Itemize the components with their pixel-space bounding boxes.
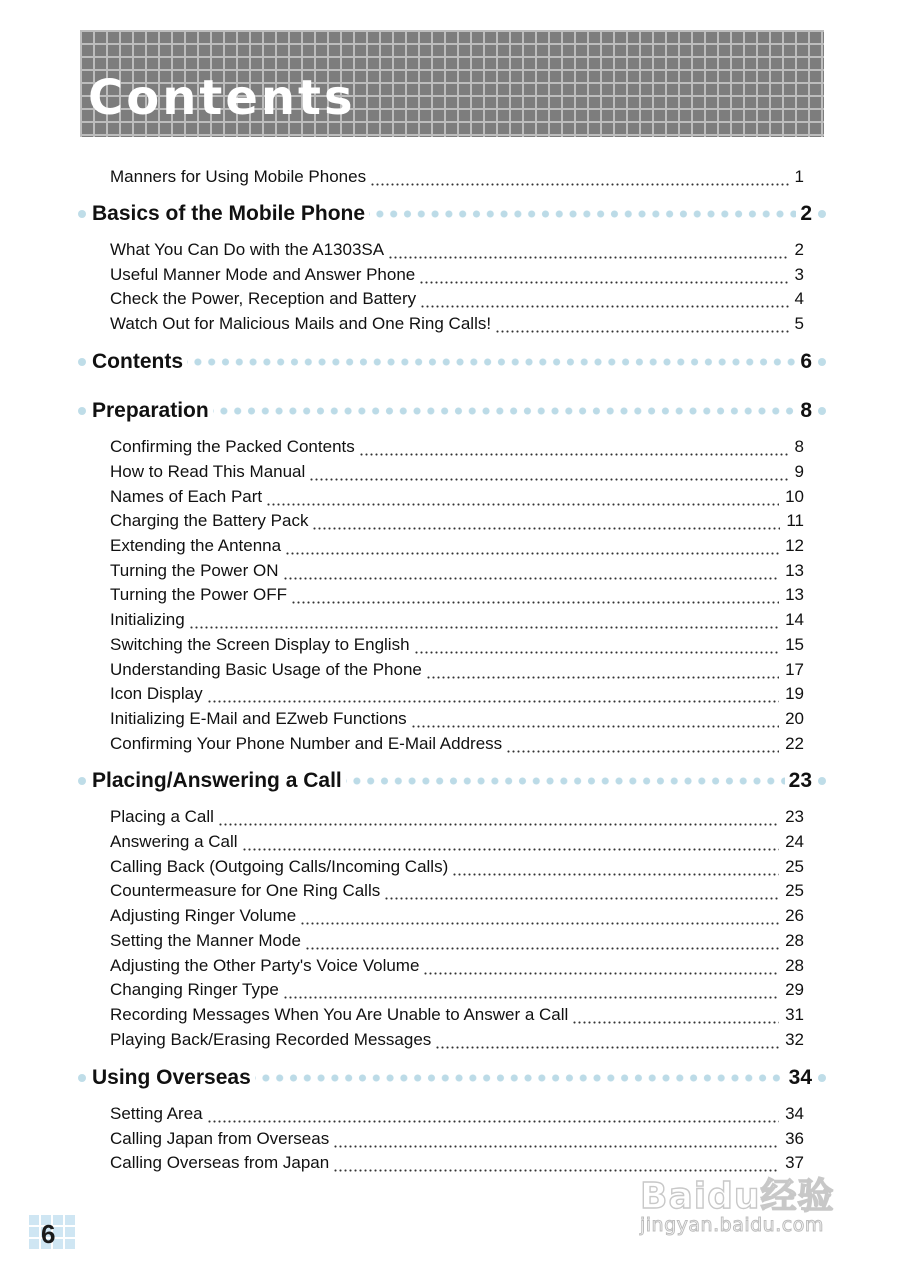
toc-entry-label: Names of Each Part <box>110 487 263 506</box>
toc-entry[interactable] <box>110 584 804 606</box>
toc-entry-page: 19 <box>785 684 804 703</box>
toc-entry-page: 4 <box>794 289 804 308</box>
dot-leader <box>384 880 779 902</box>
toc-entry-page: 14 <box>785 610 804 629</box>
dot-leader <box>207 1103 779 1125</box>
toc-entry[interactable] <box>110 609 804 631</box>
dot-leader <box>291 584 779 606</box>
bullet-dot-icon <box>78 210 86 218</box>
dot-leader <box>218 806 779 828</box>
dot-leader <box>242 831 780 853</box>
page-number-badge <box>27 1213 76 1251</box>
toc-entry-label: Watch Out for Malicious Mails and One Ring Calls! <box>110 314 492 333</box>
toc-entry-page: 32 <box>785 1030 804 1049</box>
toc-section-heading[interactable] <box>78 1064 826 1092</box>
toc-section-heading[interactable] <box>78 397 826 425</box>
bullet-dot-icon <box>818 1074 826 1082</box>
dot-leader <box>207 683 779 705</box>
toc-entry-page: 25 <box>785 881 804 900</box>
toc-entry-label: Extending the Antenna <box>110 536 282 555</box>
toc-entry[interactable] <box>110 288 804 310</box>
toc-section-heading[interactable] <box>78 767 826 795</box>
toc-entry[interactable] <box>110 856 804 878</box>
toc-entry-label: Understanding Basic Usage of the Phone <box>110 660 422 679</box>
toc-entry-label: Setting Area <box>110 1104 203 1123</box>
toc-entry-label: How to Read This Manual <box>110 462 306 481</box>
dot-leader <box>359 436 789 458</box>
toc-entry-page: 29 <box>785 980 804 999</box>
toc-section-heading[interactable] <box>78 200 826 228</box>
toc-entry-label: Turning the Power ON <box>110 561 279 580</box>
toc-entry-label: Initializing E-Mail and EZweb Functions <box>110 709 407 728</box>
toc-entry-page: 23 <box>785 807 804 826</box>
toc-entry[interactable] <box>110 1004 804 1026</box>
toc-entry-label: Confirming the Packed Contents <box>110 437 355 456</box>
dot-leader <box>213 397 797 425</box>
dot-leader <box>312 510 780 532</box>
dot-leader <box>283 979 779 1001</box>
toc-entry-page: 8 <box>794 437 804 456</box>
toc-entry-label: Charging the Battery Pack <box>110 511 309 530</box>
toc-entry-page: 13 <box>785 561 804 580</box>
toc-section-page: 34 <box>788 1066 812 1089</box>
dot-leader <box>305 930 779 952</box>
toc-entry-page: 37 <box>785 1153 804 1172</box>
dot-leader <box>187 348 796 376</box>
watermark-url: jingyan.baidu.com <box>640 1214 824 1236</box>
toc-entry[interactable] <box>110 239 804 261</box>
toc-entry[interactable] <box>110 930 804 952</box>
toc-entry-label: Countermeasure for One Ring Calls <box>110 881 381 900</box>
toc-section-page: 23 <box>788 769 812 792</box>
toc-entry-label: Calling Japan from Overseas <box>110 1129 330 1148</box>
toc-entry[interactable] <box>110 659 804 681</box>
toc-entry-page: 28 <box>785 931 804 950</box>
toc-entry-label: Icon Display <box>110 684 203 703</box>
bullet-dot-icon <box>818 358 826 366</box>
toc-section-title: Contents <box>92 350 183 373</box>
toc-entry-page: 25 <box>785 857 804 876</box>
toc-entry-label: Switching the Screen Display to English <box>110 635 410 654</box>
dot-leader <box>452 856 779 878</box>
toc-section-page: 8 <box>800 399 812 422</box>
dot-leader <box>333 1128 779 1150</box>
toc-entry-page: 5 <box>794 314 804 333</box>
toc-entry[interactable] <box>110 436 804 458</box>
toc-entry-page: 22 <box>785 734 804 753</box>
dot-leader <box>255 1064 785 1092</box>
toc-entry-page: 10 <box>785 487 804 506</box>
dot-leader <box>346 767 785 795</box>
toc-entry[interactable] <box>110 486 804 508</box>
toc-entry-page: 11 <box>786 511 804 530</box>
toc-entry-page: 17 <box>785 660 804 679</box>
toc-entry[interactable] <box>110 979 804 1001</box>
toc-entry-page: 9 <box>794 462 804 481</box>
contents-banner <box>80 30 824 137</box>
bullet-dot-icon <box>818 407 826 415</box>
toc-entry-label: Check the Power, Reception and Battery <box>110 289 417 308</box>
dot-leader <box>426 659 779 681</box>
bullet-dot-icon <box>818 777 826 785</box>
toc-entry[interactable] <box>110 535 804 557</box>
page-number: 6 <box>41 1219 56 1249</box>
toc-entry[interactable] <box>110 1103 804 1125</box>
dot-leader <box>414 634 780 656</box>
bullet-dot-icon <box>78 1074 86 1082</box>
toc-entry-page: 13 <box>785 585 804 604</box>
bullet-dot-icon <box>78 407 86 415</box>
toc-entry-label: Initializing <box>110 610 185 629</box>
page-title: Contents <box>88 70 356 126</box>
toc-entry-label: Playing Back/Erasing Recorded Messages <box>110 1030 432 1049</box>
toc-entry-page: 12 <box>785 536 804 555</box>
toc-entry[interactable] <box>110 264 804 286</box>
toc-section-title: Preparation <box>92 399 209 422</box>
dot-leader <box>419 264 788 286</box>
dot-leader <box>495 313 788 335</box>
bullet-dot-icon <box>818 210 826 218</box>
toc-entry-label: Recording Messages When You Are Unable to Answer a Call <box>110 1005 569 1024</box>
toc-entry-page: 1 <box>794 167 804 186</box>
toc-section-heading[interactable] <box>78 348 826 376</box>
toc-section-title: Basics of the Mobile Phone <box>92 202 366 225</box>
toc-entry[interactable] <box>110 955 804 977</box>
toc-entry[interactable] <box>110 831 804 853</box>
toc-entry[interactable] <box>110 683 804 705</box>
toc-entry-page: 24 <box>785 832 804 851</box>
dot-leader <box>369 200 796 228</box>
toc-entry-label: Turning the Power OFF <box>110 585 287 604</box>
baidu-watermark <box>640 1168 852 1242</box>
toc-entry-page: 28 <box>785 956 804 975</box>
dot-leader <box>266 486 779 508</box>
toc-entry[interactable] <box>110 905 804 927</box>
dot-leader <box>309 461 788 483</box>
toc-entry[interactable] <box>110 510 804 532</box>
toc-entry[interactable] <box>110 733 804 755</box>
toc-entry-label: Adjusting Ringer Volume <box>110 906 297 925</box>
toc-entry[interactable] <box>110 806 804 828</box>
toc-section-page: 6 <box>800 350 812 373</box>
toc-entry[interactable] <box>110 1128 804 1150</box>
toc-entry[interactable] <box>110 880 804 902</box>
toc-entry-label: Setting the Manner Mode <box>110 931 301 950</box>
toc-entry-page: 2 <box>794 240 804 259</box>
toc-entry-label: What You Can Do with the A1303SA <box>110 240 385 259</box>
toc-entry[interactable] <box>110 1029 804 1051</box>
bullet-dot-icon <box>78 358 86 366</box>
toc-entry-label: Manners for Using Mobile Phones <box>110 167 367 186</box>
dot-leader <box>420 288 788 310</box>
dot-leader <box>411 708 779 730</box>
toc-entry-page: 26 <box>785 906 804 925</box>
dot-leader <box>370 166 788 188</box>
toc-entry-page: 15 <box>785 635 804 654</box>
toc-entry[interactable] <box>110 166 804 188</box>
toc-entry-page: 3 <box>794 265 804 284</box>
dot-leader <box>572 1004 779 1026</box>
toc-entry[interactable] <box>110 461 804 483</box>
dot-leader <box>423 955 779 977</box>
toc-entry[interactable] <box>110 313 804 335</box>
bullet-dot-icon <box>78 777 86 785</box>
toc-entry-label: Changing Ringer Type <box>110 980 279 999</box>
toc-entry-page: 36 <box>785 1129 804 1148</box>
dot-leader <box>435 1029 779 1051</box>
toc-section-page: 2 <box>800 202 812 225</box>
toc-entry-label: Calling Overseas from Japan <box>110 1153 330 1172</box>
toc-entry-label: Useful Manner Mode and Answer Phone <box>110 265 416 284</box>
toc-entry-label: Confirming Your Phone Number and E-Mail Address <box>110 734 503 753</box>
toc-entry-page: 34 <box>785 1104 804 1123</box>
dot-leader <box>189 609 779 631</box>
toc-entry-page: 31 <box>785 1005 804 1024</box>
toc-entry[interactable] <box>110 634 804 656</box>
toc-entry[interactable] <box>110 560 804 582</box>
dot-leader <box>506 733 779 755</box>
watermark-logo: Baidu经验 <box>640 1176 835 1217</box>
toc-entry[interactable] <box>110 708 804 730</box>
toc-entry-label: Answering a Call <box>110 832 238 851</box>
toc-entry-page: 20 <box>785 709 804 728</box>
dot-leader <box>285 535 779 557</box>
toc-section-title: Placing/Answering a Call <box>92 769 342 792</box>
toc-section-title: Using Overseas <box>92 1066 251 1089</box>
dot-leader <box>388 239 788 261</box>
toc-entry-label: Calling Back (Outgoing Calls/Incoming Calls) <box>110 857 449 876</box>
dot-leader <box>300 905 779 927</box>
dot-leader <box>283 560 780 582</box>
toc-entry-label: Placing a Call <box>110 807 214 826</box>
toc-entry-label: Adjusting the Other Party's Voice Volume <box>110 956 420 975</box>
